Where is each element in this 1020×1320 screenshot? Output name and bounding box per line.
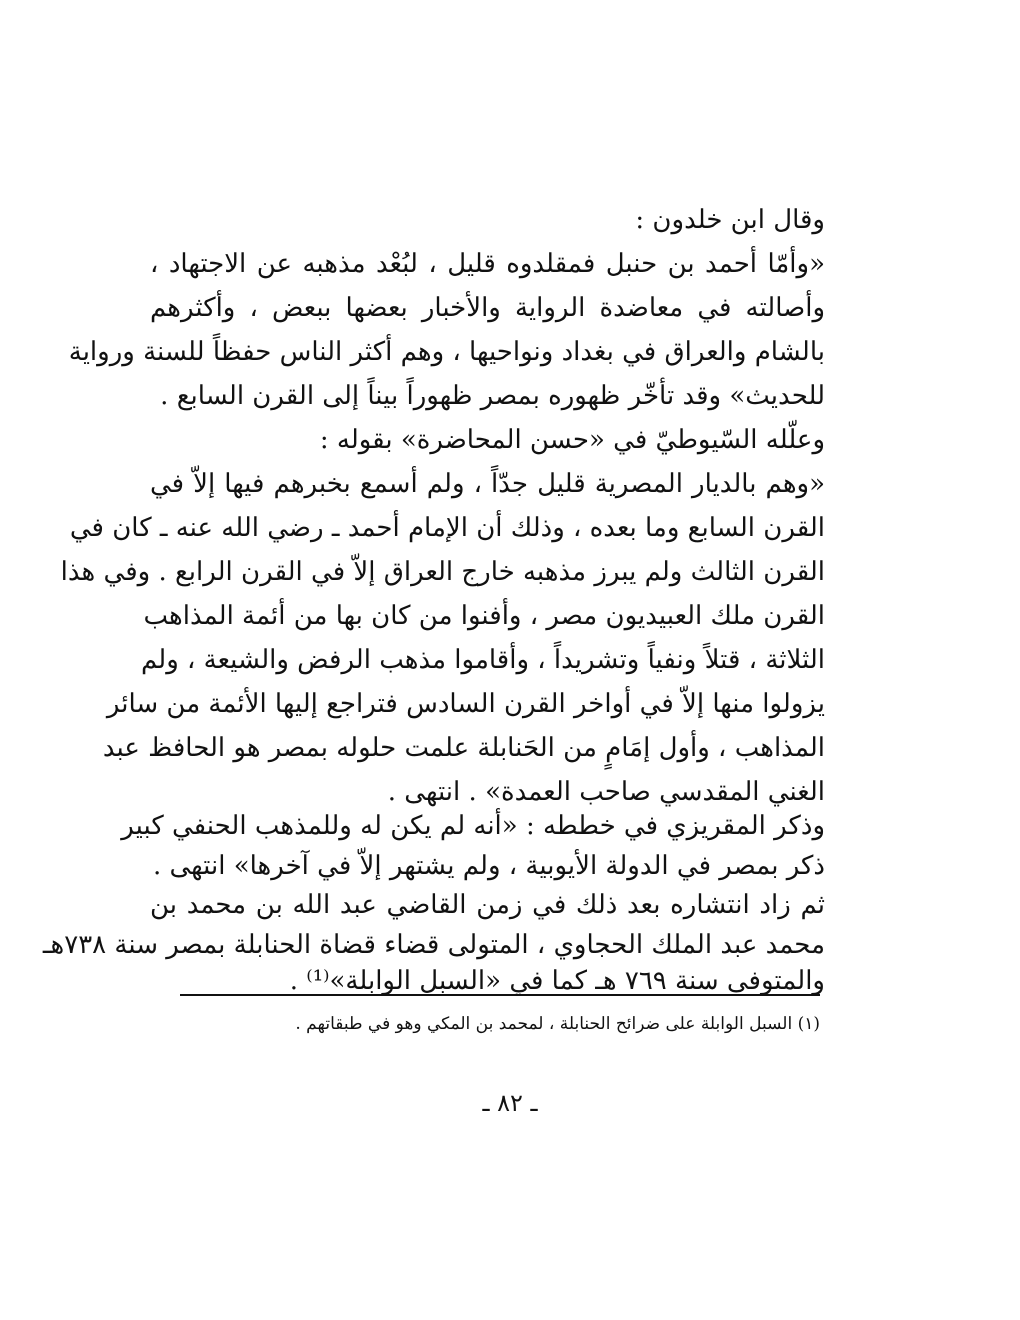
footnote: (١) السبل الوابلة على ضرائح الحنابلة ، لمحمد بن المكي وهو في طبقاتهم . [295, 1014, 820, 1034]
text-line: بالشام والعراق في بغداد ونواحيها ، وهم أكثر الناس حفظاً للسنة ورواية [68, 337, 825, 367]
page-number: ـ ٨٢ ـ [482, 1089, 538, 1117]
text-line: الغني المقدسي صاحب العمدة» . انتهى . [387, 777, 825, 807]
text-line: وأصالته في معاضدة الرواية والأخبار بعضها ببعض ، وأكثرهم [150, 293, 825, 323]
text-line: القرن الثالث ولم يبرز مذهبه خارج العراق إلاّ في القرن الرابع . وفي هذا [60, 557, 825, 587]
text-line: ثم زاد انتشاره بعد ذلك في زمن القاضي عبد الله بن محمد بن [150, 890, 825, 920]
text-line: القرن السابع وما بعده ، وذلك أن الإمام أحمد ـ رضي الله عنه ـ كان في [69, 513, 825, 543]
text-line: وذكر المقريزي في خططه : «أنه لم يكن له وللمذهب الحنفي كبير [121, 811, 825, 841]
text-line: المذاهب ، وأول إمَامٍ من الحَنابلة علمت حلوله بمصر هو الحافظ عبد [102, 733, 825, 763]
text-line: الثلاثة ، قتلاً ونفياً وتشريداً ، وأقاموا مذهب الرفض والشيعة ، ولم [140, 645, 825, 675]
text-line: «وأمّا أحمد بن حنبل فمقلدوه قليل ، لبُعْد مذهبه عن الاجتهاد ، [150, 249, 825, 279]
text-line: يزولوا منها إلاّ في أواخر القرن السادس فتراجع إليها الأئمة من سائر [106, 689, 825, 719]
text-line: وقال ابن خلدون : [635, 205, 825, 235]
text-line: ذكر بمصر في الدولة الأيوبية ، ولم يشتهر إلاّ في آخرها» انتهى . [152, 851, 825, 881]
text-line: والمتوفى سنة ٧٦٩ هـ كما في «السبل الوابلة»⁽¹⁾ . [289, 966, 825, 996]
footnote-divider [180, 994, 820, 996]
text-line: للحديث» وقد تأخّر ظهوره بمصر ظهوراً بيناً إلى القرن السابع . [160, 381, 825, 411]
text-line: «وهم بالديار المصرية قليل جدّاً ، ولم أسمع بخبرهم فيها إلاّ في [150, 469, 825, 499]
text-line: القرن ملك العبيديون مصر ، وأفنوا من كان بها من أئمة المذاهب [143, 601, 825, 631]
text-line: محمد عبد الملك الحجاوي ، المتولى قضاء قضاة الحنابلة بمصر سنة ٧٣٨هـ [42, 930, 825, 960]
text-line: وعلّله السّيوطيّ في «حسن المحاضرة» بقوله : [319, 425, 825, 455]
